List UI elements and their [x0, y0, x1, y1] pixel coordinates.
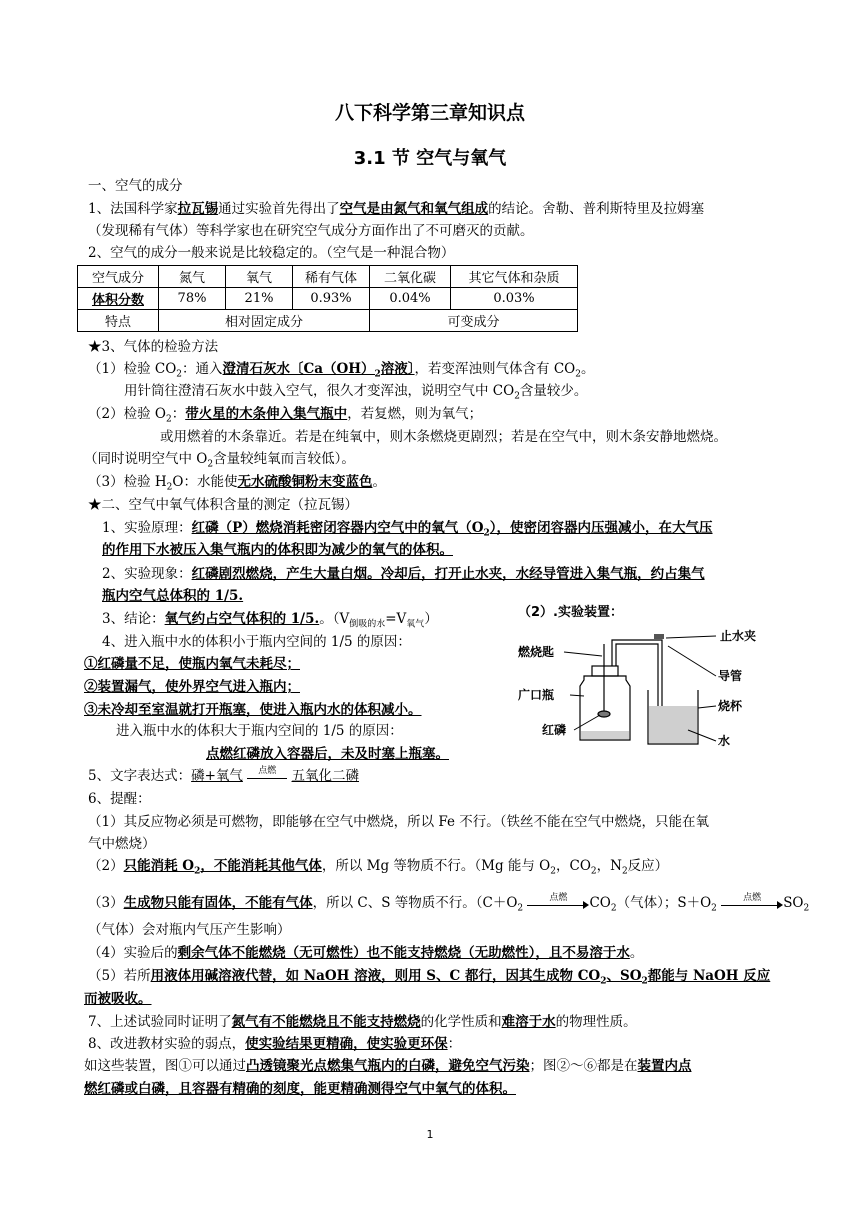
highlight — [222, 361, 415, 380]
paragraph-1 — [88, 200, 704, 218]
text: （3）检验 H — [88, 474, 167, 490]
tip-3-cont: （气体）会对瓶内气压产生影响） — [88, 922, 291, 938]
label-spoon: 燃烧匙 — [518, 645, 555, 659]
text: 的物理性质。 — [555, 1014, 637, 1030]
h2o-test — [88, 473, 386, 497]
bottle — [580, 634, 698, 744]
condition-label: 点燃 — [743, 892, 762, 903]
text: ），使密闭容器内压强减小，在大气压 — [489, 520, 713, 536]
text: 8、改进教材实验的弱点， — [88, 1036, 246, 1052]
highlight: 生成物只能有固体，不能有气体 — [123, 895, 313, 911]
text: SO — [783, 895, 804, 911]
text: 2、实验现象： — [102, 566, 192, 582]
table-cell: 0.04% — [370, 288, 451, 310]
highlight — [123, 858, 322, 877]
text: =V — [385, 611, 407, 627]
highlight: 装置内点 — [637, 1058, 692, 1074]
text: 。 — [372, 474, 386, 490]
table-cell: 稀有气体 — [293, 266, 370, 288]
phenomenon-cont: 瓶内空气总体积的 1/5. — [102, 588, 244, 604]
section-title: 3.1 节 空气与氧气 — [353, 148, 507, 169]
condition-label: 点燃 — [258, 765, 277, 776]
text: （气体）；S＋O — [616, 895, 712, 911]
text: （2）检验 O — [88, 406, 166, 422]
less-reason-3: ③未冷却至室温就打开瓶塞，使进入瓶内水的体积减小。 — [84, 702, 422, 718]
principle — [102, 519, 713, 543]
label-bottle: 广口瓶 — [518, 688, 555, 702]
text: ，若变浑浊则气体含有 CO — [414, 361, 576, 377]
arrow-head — [777, 901, 783, 909]
arrow-head — [583, 901, 589, 909]
text: （2） — [88, 858, 124, 874]
table-cell: 二氧化碳 — [370, 266, 451, 288]
text: 5、文字表达式： — [88, 768, 192, 784]
text: 1、法国科学家 — [88, 201, 178, 217]
paragraph-8-cont-2: 燃红磷或白磷，且容器有精确的刻度，能更精确测得空气中氧气的体积。 — [84, 1081, 516, 1097]
reaction-arrow — [247, 765, 287, 784]
label-tube: 导管 — [718, 669, 743, 683]
highlight: 带火星的木条伸入集气瓶中 — [185, 406, 348, 422]
arrow-line — [527, 905, 585, 906]
subscript: 2 — [176, 369, 183, 380]
label-clamp: 止水夹 — [720, 629, 757, 643]
table-cell: 氮气 — [159, 266, 226, 288]
text: 红磷（P）燃烧消耗密闭容器内空气中的氧气（O — [191, 520, 484, 536]
condition-label: 点燃 — [549, 892, 568, 903]
tip-4 — [88, 944, 643, 962]
text: 含量较少。 — [519, 383, 588, 399]
text: （1）检验 CO — [88, 361, 177, 377]
label-water: 水 — [718, 734, 731, 748]
text: 。（V — [319, 611, 350, 627]
text: 通过实验首先得出了 — [218, 201, 340, 217]
highlight: 磷+氧气 — [191, 768, 243, 784]
table-row — [78, 310, 578, 332]
text: ： — [171, 406, 186, 422]
page-number: 1 — [426, 1128, 434, 1141]
o2-test — [88, 405, 482, 429]
text: 只能消耗 O — [123, 858, 195, 874]
text: ，不能消耗其他气体 — [200, 858, 322, 874]
text: 都能与 NaOH 反应 — [647, 968, 771, 984]
paragraph-8-cont — [84, 1057, 692, 1075]
tip-1-cont: 气中燃烧） — [88, 836, 156, 852]
paragraph-8 — [88, 1035, 461, 1053]
table-cell: 氧气 — [226, 266, 293, 288]
text: ，所以 C、S 等物质不行。（C＋O — [312, 895, 518, 911]
subscript: 倒吸的水 — [349, 619, 386, 630]
table-cell: 0.03% — [451, 288, 578, 310]
subscript: 2 — [514, 391, 520, 402]
subscript: 氧气 — [406, 619, 425, 630]
table-cell: 可变成分 — [370, 310, 578, 332]
subscript: 2 — [165, 414, 172, 425]
highlight: 空气是由氮气和氧气组成 — [339, 201, 489, 217]
o2-test-note: 或用燃着的木条靠近。若是在纯氧中，则木条燃烧更剧烈；若是在空气中，则木条安静地燃烧。 — [160, 429, 727, 445]
text: （5）若所 — [88, 968, 151, 984]
text: ，CO — [555, 858, 591, 874]
highlight: 无水硫酸铜粉末变蓝色 — [237, 474, 373, 490]
text: 如这些装置，图①可以通过 — [84, 1058, 246, 1074]
text: 的结论。舍勒、普利斯特里及拉姆塞 — [488, 201, 705, 217]
label-phosphorus: 红磷 — [542, 723, 567, 737]
arrow-line — [721, 905, 779, 906]
o2-test-note-2 — [84, 450, 355, 474]
subscript: 2 — [194, 866, 201, 877]
paragraph-1-cont: （发现稀有气体）等科学家也在研究空气成分方面作出了不可磨灭的贡献。 — [88, 223, 534, 239]
text: （3） — [88, 895, 124, 911]
subscript: 2 — [610, 903, 617, 914]
table-cell: 78% — [159, 288, 226, 310]
highlight — [191, 520, 713, 539]
conclusion — [102, 610, 438, 634]
table-cell: 其它气体和杂质 — [451, 266, 578, 288]
text: ；图②～⑥都是在 — [529, 1058, 638, 1074]
subscript: 2 — [600, 976, 607, 987]
table-cell: 特点 — [78, 310, 159, 332]
tips-heading: 6、提醒： — [88, 791, 151, 807]
tip-5-cont: 而被吸收。 — [84, 991, 152, 1007]
text: CO — [589, 895, 611, 911]
label-beaker: 烧杯 — [718, 699, 743, 713]
paragraph-7 — [88, 1013, 637, 1031]
text: ，N — [596, 858, 622, 874]
air-composition-table — [77, 265, 578, 332]
text: 含量较纯氧而言较低）。 — [213, 451, 355, 467]
more-reason-1: 点燃红磷放入容器后，未及时塞上瓶塞。 — [206, 746, 449, 762]
text: ，若复燃，则为氧气； — [347, 406, 483, 422]
heading-oxygen-measurement: ★二、空气中氧气体积含量的测定（拉瓦锡） — [88, 497, 358, 513]
less-reason-2: ②装置漏气，使外界空气进入瓶内； — [84, 679, 300, 695]
highlight: 使实验结果更精确，使实验更环保 — [245, 1036, 448, 1052]
phenomenon — [102, 565, 705, 583]
highlight: 难溶于水 — [501, 1014, 556, 1030]
tip-5 — [88, 967, 770, 991]
diagram-caption: （2）.实验装置： — [518, 605, 623, 620]
heading-air-composition: 一、空气的成分 — [88, 178, 183, 194]
text: 3、结论： — [102, 611, 165, 627]
highlight: 剩余气体不能燃烧（无可燃性）也不能支持燃烧（无助燃性），且不易溶于水 — [177, 945, 630, 961]
subscript: 2 — [575, 369, 581, 380]
text: 反应） — [627, 858, 669, 874]
text: 。 — [629, 945, 644, 961]
text: O：水能使 — [172, 474, 238, 490]
highlight: 氮气有不能燃烧且不能支持燃烧 — [231, 1014, 421, 1030]
subscript: 2 — [483, 528, 490, 539]
reaction-arrow — [527, 892, 589, 911]
principle-cont: 的作用下水被压入集气瓶内的体积即为减少的氧气的体积。 — [102, 542, 453, 558]
arrow-line — [247, 778, 287, 779]
apparatus-diagram — [512, 600, 782, 760]
co2-test-note — [124, 382, 587, 406]
table-cell: 体积分数 — [78, 288, 159, 310]
subscript: 2 — [590, 866, 597, 877]
less-reason-1: ①红磷量不足，使瓶内氧气未耗尽； — [84, 656, 300, 672]
text: ：通入 — [182, 361, 223, 377]
tip-3 — [88, 894, 809, 918]
apparatus-svg — [512, 600, 782, 760]
text: 用针筒往澄清石灰水中鼓入空气，很久才变浑浊，说明空气中 CO — [124, 383, 515, 399]
highlight: 凸透镜聚光点燃集气瓶内的白磷，避免空气污染 — [246, 1058, 530, 1074]
text: 1、实验原理： — [102, 520, 192, 536]
highlight: 氧气约占空气体积的 1/5. — [164, 611, 320, 627]
text: ，所以 Mg 等物质不行。（Mg 能与 O — [321, 858, 551, 874]
text: 溶液〕 — [380, 361, 415, 377]
word-equation — [88, 767, 359, 785]
text: （4）实验后的 — [88, 945, 178, 961]
highlight — [150, 968, 771, 987]
heading-gas-tests: ★3、气体的检验方法 — [88, 339, 219, 355]
subscript: 2 — [517, 903, 524, 914]
tip-1: （1）其反应物必须是可燃物，即能够在空气中燃烧，所以 Fe 不行。（铁丝不能在空气中燃烧，只能在氧 — [88, 814, 710, 830]
subscript: 2 — [374, 369, 381, 380]
table-cell: 0.93% — [293, 288, 370, 310]
table-row — [78, 266, 578, 288]
less-heading: 4、进入瓶中水的体积小于瓶内空间的 1/5 的原因： — [102, 634, 411, 650]
text: 的化学性质和 — [420, 1014, 502, 1030]
text: ） — [424, 611, 438, 627]
table-row — [78, 288, 578, 310]
co2-test — [88, 360, 594, 384]
text: ： — [447, 1036, 462, 1052]
highlight: 拉瓦锡 — [177, 201, 219, 217]
table-cell: 空气成分 — [78, 266, 159, 288]
table-cell: 相对固定成分 — [159, 310, 370, 332]
tip-2 — [88, 857, 668, 881]
table-cell: 21% — [226, 288, 293, 310]
subscript: 2 — [803, 903, 810, 914]
subscript: 2 — [550, 866, 556, 877]
subscript: 2 — [641, 976, 648, 987]
text: 澄清石灰水〔Ca（OH） — [222, 361, 375, 377]
paragraph-2: 2、空气的成分一般来说是比较稳定的。（空气是一种混合物） — [88, 245, 455, 261]
text: 。 — [580, 361, 595, 377]
highlight: 五氧化二磷 — [291, 768, 359, 784]
document-title: 八下科学第三章知识点 — [334, 102, 525, 124]
subscript: 2 — [207, 459, 214, 470]
text: （同时说明空气中 O — [84, 451, 208, 467]
more-heading: 进入瓶中水的体积大于瓶内空间的 1/5 的原因： — [116, 723, 403, 739]
subscript: 2 — [621, 866, 628, 877]
text: 7、上述试验同时证明了 — [88, 1014, 232, 1030]
subscript: 2 — [166, 482, 173, 493]
highlight: 红磷剧烈燃烧，产生大量白烟。冷却后，打开止水夹，水经导管进入集气瓶，约占集气 — [191, 566, 705, 582]
reaction-arrow — [721, 892, 783, 911]
text: 用液体用碱溶液代替，如 NaOH 溶液，则用 S、C 都行，因其生成物 CO — [150, 968, 601, 984]
text: 、SO — [606, 968, 642, 984]
subscript: 2 — [711, 903, 717, 914]
